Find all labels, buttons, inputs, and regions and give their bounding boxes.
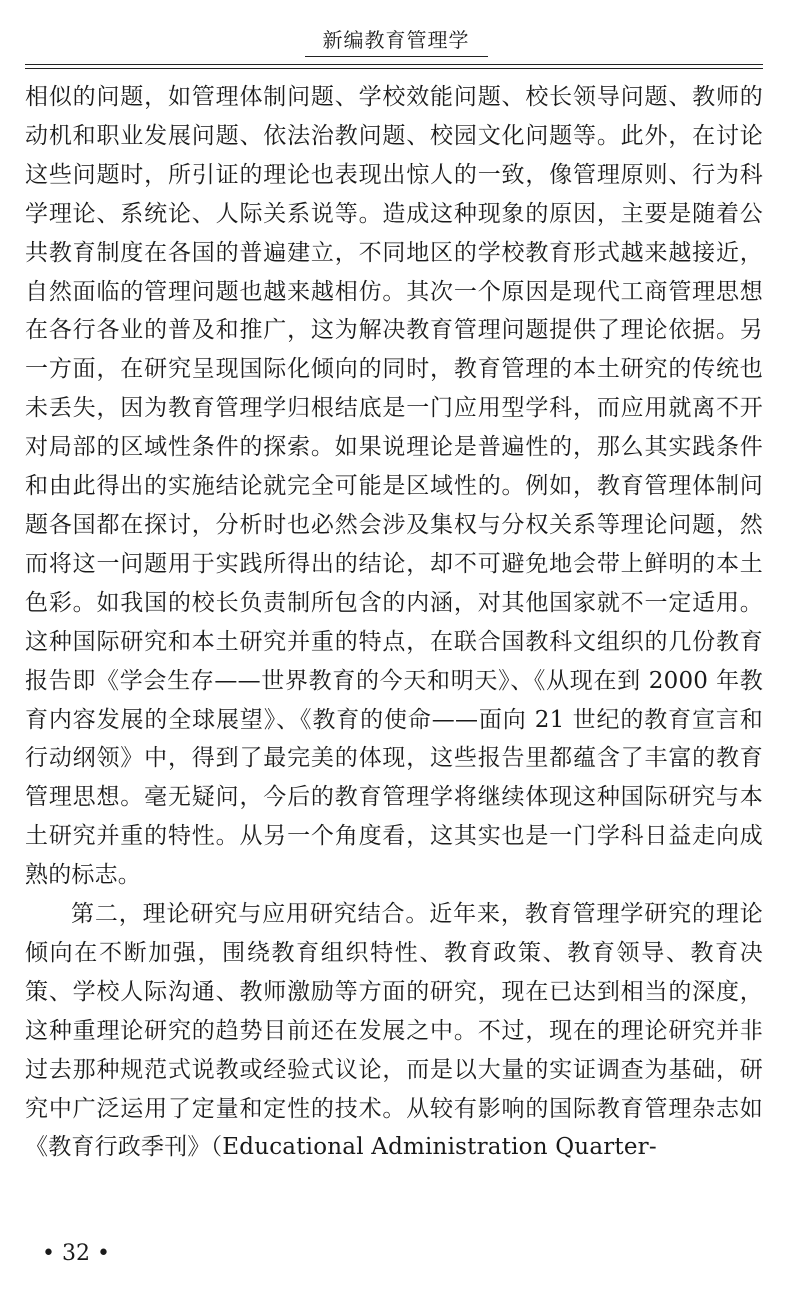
paragraph: 第二，理论研究与应用研究结合。近年来，教育管理学研究的理论倾向在不断加强，围绕教育组织特性、教育政策、教育领导、教育决策、学校人际沟通、教师激励等方面的研究，现在已达到相当的深度，这种重理论研究的趋势目前还在发展之中。不过，现在的理论研究并非过去那种规范式说教或经验式议论，而是以大量的实证调查为基础，研究中广泛运用了定量和定性的技术。从较有影响的国际教育管理杂志如《教育行政季刊》（Educational Administration Quarter- [25, 901, 763, 1161]
book-title: 新编教育管理学 [305, 26, 488, 57]
running-header [0, 26, 792, 57]
body-text [25, 78, 763, 1167]
page-number: • 32 • [42, 1241, 110, 1266]
header-rule-bottom [25, 68, 763, 69]
paragraph: 相似的问题，如管理体制问题、学校效能问题、校长领导问题、教师的动机和职业发展问题、依法治教问题、校园文化问题等。此外，在讨论这些问题时，所引证的理论也表现出惊人的一致，像管理原则、行为科学理论、系统论、人际关系说等。造成这种现象的原因，主要是随着公共教育制度在各国的普遍建立，不同地区的学校教育形式越来越接近，自然面临的管理问题也越来越相仿。其次一个原因是现代工商管理思想在各行各业的普及和推广，这为解决教育管理问题提供了理论依据。另一方面，在研究呈现国际化倾向的同时，教育管理的本土研究的传统也未丢失，因为教育管理学归根结底是一门应用型学科，而应用就离不开对局部的区域性条件的探索。如果说理论是普遍性的，那么其实践条件和由此得出的实施结论就完全可能是区域性的。例如，教育管理体制问题各国都在探讨，分析时也必然会涉及集权与分权关系等理论问题，然而将这一问题用于实践所得出的结论，却不可避免地会带上鲜明的本土色彩。如我国的校长负责制所包含的内涵，对其他国家就不一定适用。这种国际研究和本土研究并重的特点，在联合国教科文组织的几份教育报告即《学会生存——世界教育的今天和明天》、《从现在到 2000 年教育内容发展的全球展望》、《教育的使命——面向 21 世纪的教育宣言和行动纲领》中，得到了最完美的体现，这些报告里都蕴含了丰富的教育管理思想。毫无疑问，今后的教育管理学将继续体现这种国际研究与本土研究并重的特性。从另一个角度看，这其实也是一门学科日益走向成熟的标志。 [25, 84, 763, 889]
header-rule-top [25, 64, 763, 65]
